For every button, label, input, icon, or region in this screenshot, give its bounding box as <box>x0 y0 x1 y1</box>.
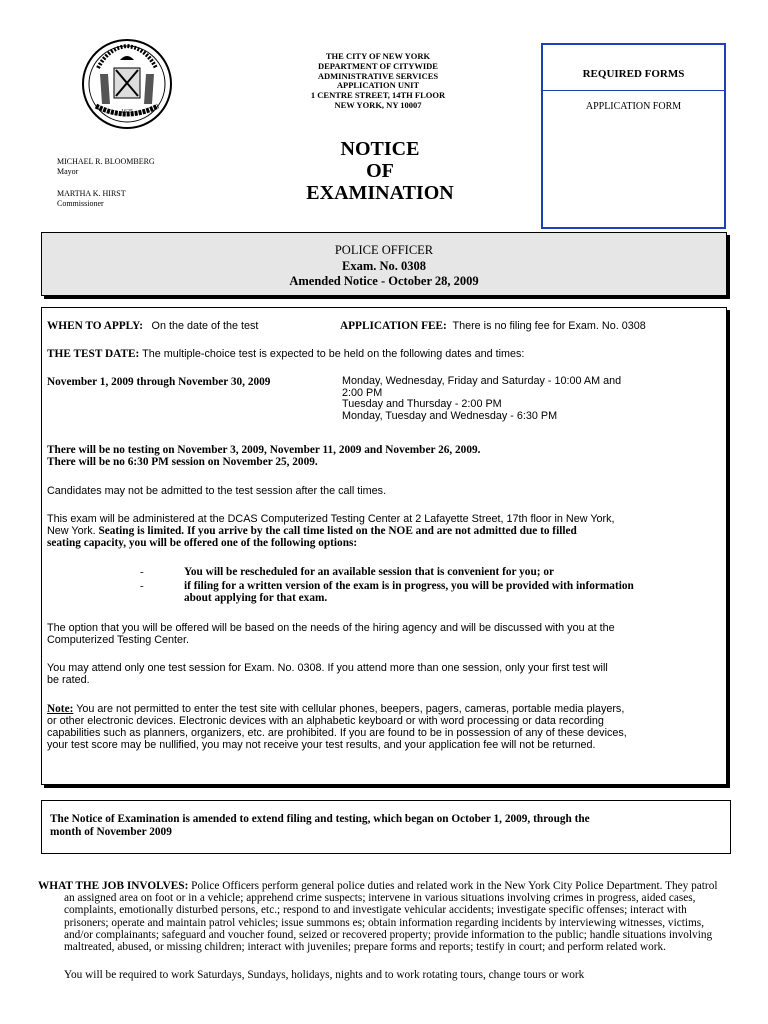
call-times-text: Candidates may not be admitted to the test session after the call times. <box>47 485 387 497</box>
note-line-2: or other electronic devices. Electronic devices with an alphabetic keyboard or with word processing or data recording <box>47 715 604 727</box>
notice-title-line: OF <box>366 160 394 182</box>
fee-label: APPLICATION FEE: <box>340 320 447 332</box>
admin-line-2a: New York. <box>47 525 96 537</box>
schedule <box>342 376 621 422</box>
note-line-3: capabilities such as planners, organizers, etc. are prohibited. If you are found to be in possession of any of these devices, <box>47 727 627 739</box>
option-2a: if filing for a written version of the exam is in progress, you will be provided with information <box>184 580 634 592</box>
exam-number: Exam. No. 0308 <box>341 258 427 273</box>
agency-line: APPLICATION UNIT <box>336 80 420 91</box>
when-value: On the date of the test <box>151 320 259 332</box>
agency-line: DEPARTMENT OF CITYWIDE <box>318 60 438 71</box>
test-date <box>47 348 524 360</box>
note-label: Note: <box>47 703 74 715</box>
schedule-line: Tuesday and Thursday - 2:00 PM <box>342 398 502 410</box>
admin-line-3: seating capacity, you will be offered one of the following options: <box>47 537 358 549</box>
admin-line-1: This exam will be administered at the DCAS Computerized Testing Center at 2 Lafayette Street, 17th floor in New York, <box>47 513 615 525</box>
required-forms-header: REQUIRED FORMS <box>543 45 724 91</box>
commissioner-name: MARTHA K. HIRST <box>57 189 126 198</box>
exam-details-box <box>41 307 727 785</box>
agency-line: NEW YORK, NY 10007 <box>334 99 422 110</box>
note-text-1: You are not permitted to enter the test site with cellular phones, beepers, pagers, cameras, portable media players, <box>76 703 625 715</box>
offered-line-1: The option that you will be offered will be based on the needs of the hiring agency and will be discussed with you at the <box>47 622 615 634</box>
bullet-dash: - <box>140 566 144 578</box>
job-paragraph <box>38 880 726 953</box>
exam-title-box <box>41 232 727 296</box>
note-line-1 <box>47 703 624 715</box>
job-description <box>38 880 726 981</box>
notice-title-line: NOTICE <box>340 138 420 160</box>
job-paragraph-2: You will be required to work Saturdays, Sundays, holidays, nights and to work rotating tours, change tours or work <box>64 969 585 982</box>
admin-line-2b: Seating is limited. If you arrive by the call time listed on the NOE and are not admitted due to filled <box>98 525 577 537</box>
application-fee <box>340 320 646 332</box>
amendment-line-1: The Notice of Examination is amended to extend filing and testing, which began on October 1, 2009, through the <box>50 813 590 825</box>
exam-amended: Amended Notice - October 28, 2009 <box>289 274 479 288</box>
bullet-dash: - <box>140 580 144 592</box>
note-line-4: your test score may be nullified, you may not receive your test results, and your application fee will not be returned. <box>47 739 596 751</box>
job-text: Police Officers perform general police duties and related work in the New York City Police Department. They patrol an assigned area on foot or in a vehicle; apprehend crime suspects; intervene in various situations involving crimes in progress, aided cases, complaints, emotionally disturbed persons, etc.; respond to and investigate vehicular accidents; investigate specific offenses; interact with prisoners; operate and maintain patrol vehicles; issue summons es; obtain information regarding incidents by interviewing witnesses, victims, and/or complainants; safeguard and voucher found, seized or recovered property; provide information to the public; handle situations involving maltreated, abused, or missing children; interact with juveniles; prepare forms and reports; testify in court; and perform related work. <box>64 880 718 954</box>
fee-value: There is no filing fee for Exam. No. 0308 <box>452 320 646 332</box>
required-form-item: APPLICATION FORM <box>585 101 682 112</box>
mayor-title: Mayor <box>57 167 79 176</box>
when-to-apply <box>47 320 258 332</box>
option-1: You will be rescheduled for an available session that is convenient for you; or <box>184 566 554 578</box>
amendment-line-2: month of November 2009 <box>50 826 172 838</box>
notice-title <box>262 138 498 204</box>
attend-line-2: be rated. <box>47 674 90 686</box>
agency-header <box>268 52 488 111</box>
exam-title: POLICE OFFICER <box>334 243 434 257</box>
notice-title-line: EXAMINATION <box>306 182 454 204</box>
city-seal <box>78 38 176 130</box>
no-testing-1: There will be no testing on November 3, 2009, November 11, 2009 and November 26, 2009. <box>47 444 481 456</box>
agency-line: ADMINISTRATIVE SERVICES <box>317 70 439 81</box>
required-forms-box <box>541 43 726 229</box>
no-testing-2: There will be no 6:30 PM session on November 25, 2009. <box>47 456 318 468</box>
officials-block <box>57 157 155 209</box>
test-date-value: The multiple-choice test is expected to be held on the following dates and times: <box>142 348 525 360</box>
schedule-line: 2:00 PM <box>342 386 383 399</box>
schedule-line: Monday, Tuesday and Wednesday - 6:30 PM <box>342 409 558 422</box>
job-label: WHAT THE JOB INVOLVES: <box>38 880 189 892</box>
amendment-box <box>41 800 731 854</box>
option-2b: about applying for that exam. <box>184 592 328 604</box>
schedule-line: Monday, Wednesday, Friday and Saturday - 10:00 AM and <box>342 375 622 387</box>
admin-line-2 <box>47 525 577 537</box>
date-range: November 1, 2009 through November 30, 2009 <box>47 376 271 388</box>
attend-line-1: You may attend only one test session for Exam. No. 0308. If you attend more than one session, only your first test will <box>47 662 608 674</box>
agency-line: 1 CENTRE STREET, 14TH FLOOR <box>310 90 446 101</box>
test-date-label: THE TEST DATE: <box>47 348 140 360</box>
commissioner-title: Commissioner <box>57 199 104 208</box>
offered-line-2: Computerized Testing Center. <box>47 634 190 646</box>
mayor-name: MICHAEL R. BLOOMBERG <box>57 157 155 166</box>
svg-text:1625: 1625 <box>121 109 133 115</box>
agency-line: THE CITY OF NEW YORK <box>325 51 431 61</box>
when-label: WHEN TO APPLY: <box>47 320 144 332</box>
